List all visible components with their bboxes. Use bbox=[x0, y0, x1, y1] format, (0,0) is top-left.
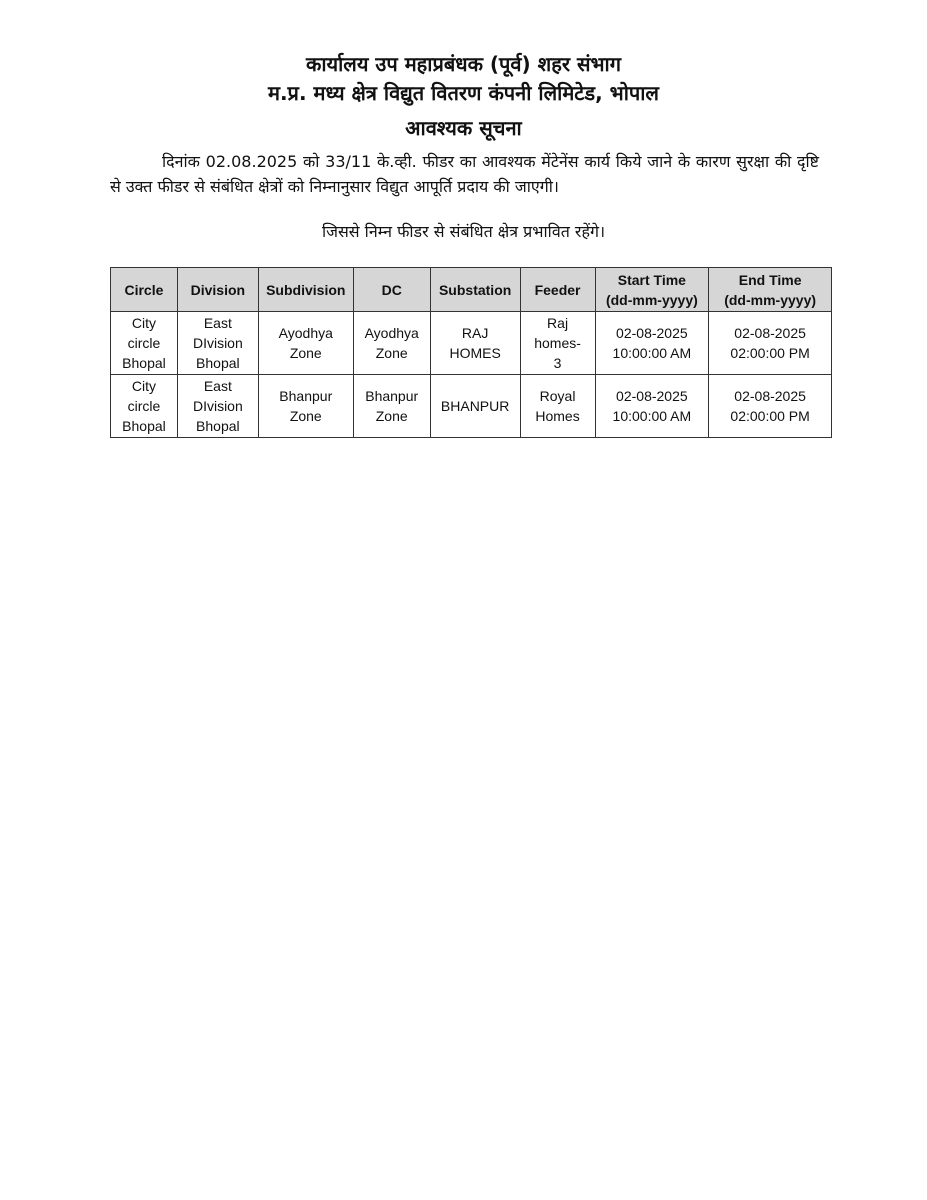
cell-subdivision bbox=[258, 375, 353, 438]
cell-text: 02-08-2025 bbox=[734, 388, 806, 404]
cell-text: Zone bbox=[289, 408, 322, 424]
header-subdivision: Subdivision bbox=[258, 268, 353, 312]
cell-division bbox=[177, 375, 258, 438]
cell-start-time bbox=[595, 312, 709, 375]
cell-text: Zone bbox=[375, 345, 408, 361]
cell-start-time bbox=[595, 375, 709, 438]
cell-text: 3 bbox=[553, 355, 562, 371]
cell-substation bbox=[430, 312, 520, 375]
affected-areas-line: जिससे निम्न फीडर से संबंधित क्षेत्र प्रभावित रहेंगे। bbox=[321, 222, 606, 241]
cell-dc bbox=[353, 312, 430, 375]
cell-subdivision bbox=[258, 312, 353, 375]
cell-text: East bbox=[203, 315, 232, 331]
cell-text: 02:00:00 PM bbox=[730, 345, 810, 361]
cell-text: Homes bbox=[535, 408, 580, 424]
outage-table bbox=[110, 267, 832, 438]
header-substation: Substation bbox=[430, 268, 520, 312]
cell-text: Bhopal bbox=[122, 355, 166, 371]
cell-text: City bbox=[131, 315, 157, 331]
cell-text: Raj bbox=[547, 315, 569, 331]
cell-text: East bbox=[203, 378, 232, 394]
notice-heading: आवश्यक सूचना bbox=[405, 116, 522, 140]
cell-text: Bhopal bbox=[196, 418, 240, 434]
cell-text: 02:00:00 PM bbox=[730, 408, 810, 424]
cell-text: circle bbox=[127, 398, 161, 414]
header-end-time-format: (dd-mm-yyyy) bbox=[724, 291, 817, 308]
cell-text: DIvision bbox=[192, 335, 243, 351]
header-end-time-label: End Time bbox=[738, 271, 802, 288]
table-header-row bbox=[111, 268, 832, 312]
cell-circle bbox=[111, 312, 178, 375]
cell-text: RAJ bbox=[461, 325, 489, 341]
table-row bbox=[111, 375, 832, 438]
cell-text: 02-08-2025 bbox=[616, 325, 688, 341]
cell-text: DIvision bbox=[192, 398, 243, 414]
cell-dc bbox=[353, 375, 430, 438]
cell-text: 10:00:00 AM bbox=[612, 408, 692, 424]
cell-text: Bhanpur bbox=[365, 388, 419, 404]
office-title: कार्यालय उप महाप्रबंधक (पूर्व) शहर संभाग bbox=[305, 52, 621, 76]
cell-circle bbox=[111, 375, 178, 438]
cell-text: 10:00:00 AM bbox=[612, 345, 692, 361]
cell-text: Bhanpur bbox=[279, 388, 333, 404]
cell-division bbox=[177, 312, 258, 375]
notice-paragraph: दिनांक 02.08.2025 को 33/11 के.व्ही. फीडर का आवश्यक मेंटेनेंस कार्य किये जाने के कारण सुरक्षा की दृष्टि से उक्त फीडर से संबंधित क्षेत्रों को निम्नानुसार विद्युत आपूर्ति प्रदाय की जाएगी। bbox=[110, 152, 819, 196]
header-dc: DC bbox=[353, 268, 430, 312]
company-title: म.प्र. मध्य क्षेत्र विद्युत वितरण कंपनी लिमिटेड, भोपाल bbox=[268, 81, 659, 105]
cell-end-time bbox=[709, 375, 832, 438]
cell-text: Bhopal bbox=[196, 355, 240, 371]
header-division: Division bbox=[177, 268, 258, 312]
cell-text: Zone bbox=[289, 345, 322, 361]
cell-text: homes- bbox=[534, 335, 581, 351]
cell-text: circle bbox=[127, 335, 161, 351]
cell-text: 02-08-2025 bbox=[616, 388, 688, 404]
cell-text: HOMES bbox=[449, 345, 501, 361]
cell-text: Zone bbox=[375, 408, 408, 424]
header-start-time-label: Start Time bbox=[617, 271, 686, 288]
header-circle: Circle bbox=[111, 268, 178, 312]
header-start-time bbox=[595, 268, 709, 312]
cell-text: City bbox=[131, 378, 157, 394]
cell-text: 02-08-2025 bbox=[734, 325, 806, 341]
cell-text: Bhopal bbox=[122, 418, 166, 434]
cell-feeder bbox=[520, 375, 595, 438]
cell-text: BHANPUR bbox=[440, 398, 510, 414]
header-end-time bbox=[709, 268, 832, 312]
cell-text: Ayodhya bbox=[364, 325, 419, 341]
header-start-time-format: (dd-mm-yyyy) bbox=[605, 291, 698, 308]
cell-substation bbox=[430, 375, 520, 438]
cell-end-time bbox=[709, 312, 832, 375]
table-row bbox=[111, 312, 832, 375]
cell-text: Royal bbox=[539, 388, 576, 404]
cell-text: Ayodhya bbox=[278, 325, 333, 341]
cell-feeder bbox=[520, 312, 595, 375]
header-feeder: Feeder bbox=[520, 268, 595, 312]
